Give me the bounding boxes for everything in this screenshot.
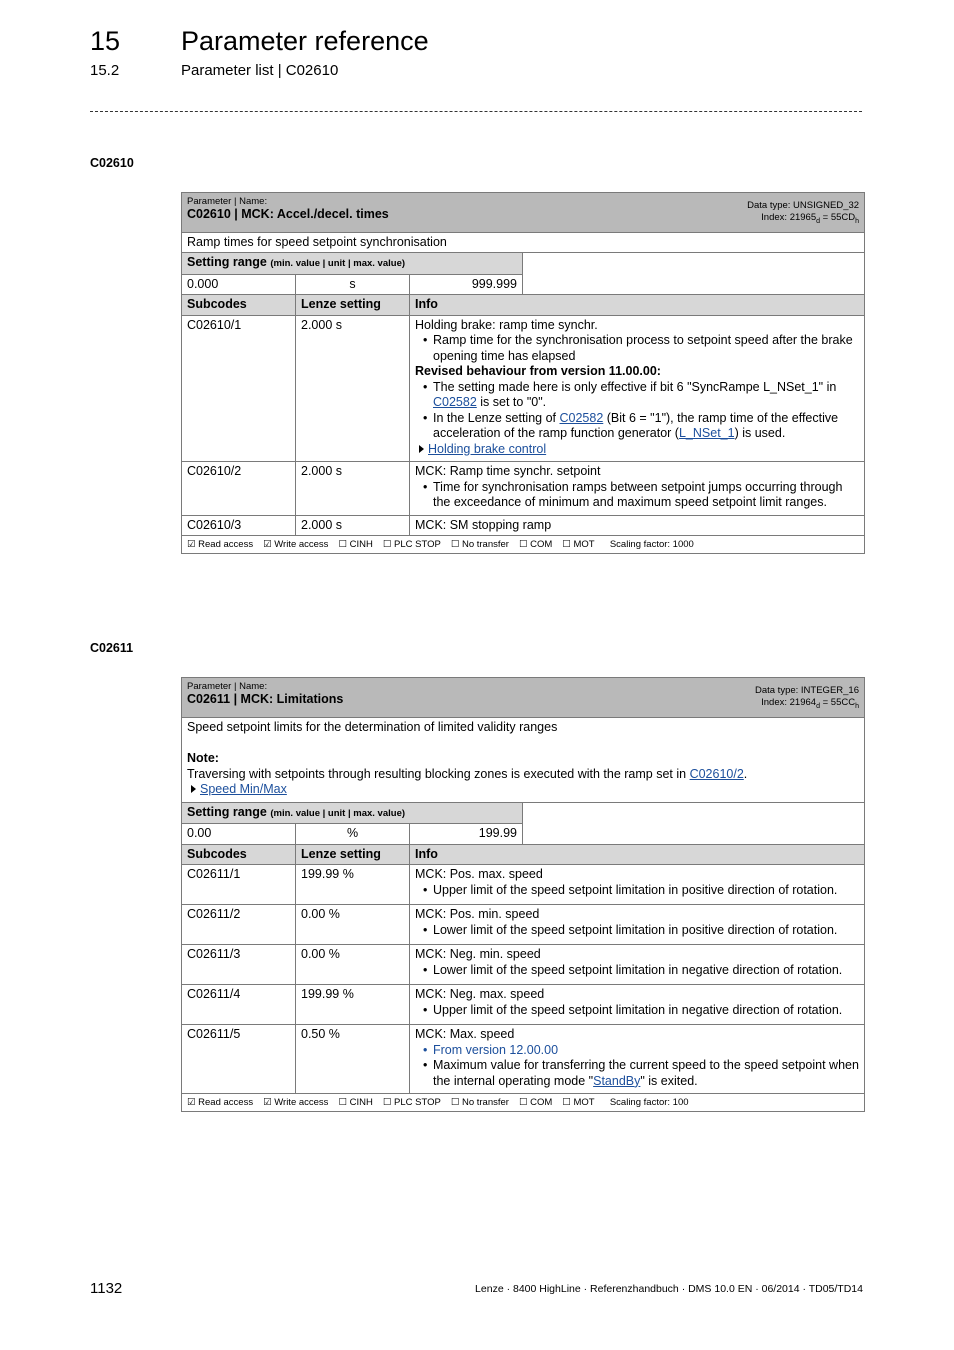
info-title: MCK: Max. speed xyxy=(415,1027,515,1042)
subcode: C02611/3 xyxy=(182,945,296,985)
link-l-nset-1[interactable]: L_NSet_1 xyxy=(678,426,735,441)
col-lenze-setting: Lenze setting xyxy=(296,844,410,865)
subcode: C02611/4 xyxy=(182,985,296,1025)
page-number: 1132 xyxy=(90,1280,123,1297)
note-label: Note: xyxy=(187,751,219,766)
setting-range-header: Setting range (min. value | unit | max. value) xyxy=(182,253,523,275)
param-name: C02611 | MCK: Limitations xyxy=(187,692,344,706)
info-title: MCK: Ramp time synchr. setpoint xyxy=(415,464,601,479)
lenze-setting: 0.00 % xyxy=(296,945,410,985)
col-lenze-setting: Lenze setting xyxy=(296,295,410,316)
param-description: Speed setpoint limits for the determination of limited validity ranges xyxy=(187,719,558,734)
info-title: Holding brake: ramp time synchr. xyxy=(415,317,598,332)
subcode: C02610/3 xyxy=(182,515,296,536)
table-row xyxy=(182,905,865,945)
lenze-setting: 199.99 % xyxy=(296,865,410,905)
info-title: MCK: Neg. min. speed xyxy=(415,947,541,962)
subcode: C02610/1 xyxy=(182,315,296,462)
chapter-title: Parameter reference xyxy=(181,26,429,56)
holding-brake-link[interactable]: Holding brake control xyxy=(415,442,859,458)
lenze-setting: 199.99 % xyxy=(296,985,410,1025)
param-description-block xyxy=(182,717,865,802)
index: Index: $21964_d = 55CC_h$ xyxy=(761,697,859,710)
col-info: Info xyxy=(410,844,865,865)
setting-range-header: Setting range (min. value | unit | max. value) xyxy=(182,802,523,824)
table-row xyxy=(182,985,865,1025)
param-heading-c02610: C02610 xyxy=(90,156,134,170)
param-description: Ramp times for speed setpoint synchronisation xyxy=(182,232,865,253)
link-c02610-2[interactable]: C02610/2 xyxy=(689,766,744,781)
range-unit: s xyxy=(296,274,410,295)
info-bullet: • Lower limit of the speed setpoint limitation in negative direction of rotation. xyxy=(433,963,859,979)
info-cell xyxy=(410,1025,865,1094)
lenze-setting: 2.000 s xyxy=(296,315,410,462)
info-cell xyxy=(410,905,865,945)
subcode: C02611/2 xyxy=(182,905,296,945)
access-flags: ☑ Read access ☑ Write access ☐ CINH ☐ PLC STOP ☐ No transfer ☐ COM ☐ MOT Scaling factor: 1000 xyxy=(182,536,865,554)
setting-range-blank xyxy=(523,253,865,295)
range-max: 199.99 xyxy=(410,824,523,845)
access-flags: ☑ Read access ☑ Write access ☐ CINH ☐ PLC STOP ☐ No transfer ☐ COM ☐ MOT Scaling factor: 100 xyxy=(182,1094,865,1112)
version-bullet: • From version 12.00.00 xyxy=(433,1043,859,1059)
range-unit: % xyxy=(296,824,410,845)
table-row xyxy=(182,315,865,462)
info-bullet: • Lower limit of the speed setpoint limitation in positive direction of rotation. xyxy=(433,923,859,939)
info-cell xyxy=(410,462,865,516)
col-subcodes: Subcodes xyxy=(182,844,296,865)
info-bullet: • Time for synchronisation ramps between setpoint jumps occurring through the exceedance of minimum and maximum speed setpoint limit ranges. xyxy=(433,480,859,511)
link-c02582[interactable]: C02582 xyxy=(559,410,604,425)
info-bullet: • Upper limit of the speed setpoint limitation in negative direction of rotation. xyxy=(433,1003,859,1019)
info-cell xyxy=(410,945,865,985)
table-row xyxy=(182,462,865,516)
info-title: MCK: SM stopping ramp xyxy=(410,515,865,536)
revised-heading: Revised behaviour from version 11.00.00: xyxy=(415,364,661,379)
subcode: C02611/1 xyxy=(182,865,296,905)
chapter-number: 15 xyxy=(90,26,121,56)
data-type-box xyxy=(755,685,859,713)
info-bullet: • Upper limit of the speed setpoint limitation in positive direction of rotation. xyxy=(433,883,859,899)
info-bullet: • Ramp time for the synchronisation process to setpoint speed after the brake opening time has elapsed xyxy=(433,333,859,364)
info-title: MCK: Pos. min. speed xyxy=(415,907,540,922)
link-c02582[interactable]: C02582 xyxy=(433,395,477,410)
triangle-right-icon xyxy=(419,445,424,453)
doc-info: Lenze · 8400 HighLine · Referenzhandbuch · DMS 10.0 EN · 06/2014 · TD05/TD14 xyxy=(475,1283,863,1295)
param-name: C02610 | MCK: Accel./decel. times xyxy=(187,207,389,221)
link-standby[interactable]: StandBy xyxy=(593,1073,641,1088)
info-bullet: • Maximum value for transferring the current speed to the speed setpoint when the internal operating mode "StandBy" is exited. xyxy=(433,1058,859,1089)
index: Index: $21965_d = 55CD_h$ xyxy=(761,212,860,225)
info-cell xyxy=(410,315,865,462)
triangle-right-icon xyxy=(191,785,196,793)
lenze-setting: 0.00 % xyxy=(296,905,410,945)
scaling-factor: Scaling factor: 100 xyxy=(609,1097,689,1109)
range-max: 999.999 xyxy=(410,274,523,295)
param-heading-c02611: C02611 xyxy=(90,641,134,655)
table-row xyxy=(182,945,865,985)
lenze-setting: 0.50 % xyxy=(296,1025,410,1094)
param-header xyxy=(182,678,865,718)
scaling-factor: Scaling factor: 1000 xyxy=(609,539,694,551)
param-name-label: Parameter | Name: xyxy=(187,196,268,207)
range-min: 0.00 xyxy=(182,824,296,845)
info-title: MCK: Neg. max. speed xyxy=(415,987,545,1002)
section-number: 15.2 xyxy=(90,62,120,79)
subcode: C02611/5 xyxy=(182,1025,296,1094)
table-row xyxy=(182,865,865,905)
section-title: Parameter list | C02610 xyxy=(181,62,339,79)
table-row xyxy=(182,515,865,536)
data-type: Data type: INTEGER_16 xyxy=(754,685,859,696)
header-divider xyxy=(90,111,862,112)
param-name-label: Parameter | Name: xyxy=(187,681,268,692)
info-cell xyxy=(410,865,865,905)
info-bullet: • In the Lenze setting of C02582 (Bit 6 = "1"), the ramp time of the effective acceleration of the ramp function generator (L_NSet_1) is used. xyxy=(433,411,859,442)
info-cell xyxy=(410,985,865,1025)
info-title: MCK: Pos. max. speed xyxy=(415,867,543,882)
param-table-c02610 xyxy=(181,192,865,554)
note-text: Traversing with setpoints through resulting blocking zones is executed with the ramp set in C02610/2. xyxy=(187,766,748,781)
lenze-setting: 2.000 s xyxy=(296,515,410,536)
info-bullet: • The setting made here is only effective if bit 6 "SyncRampe L_NSet_1" in C02582 is set to "0". xyxy=(433,380,859,411)
table-row xyxy=(182,1025,865,1094)
range-min: 0.000 xyxy=(182,274,296,295)
data-type-box xyxy=(747,200,859,228)
subcode: C02610/2 xyxy=(182,462,296,516)
param-header xyxy=(182,193,865,233)
setting-range-blank xyxy=(523,802,865,844)
col-info: Info xyxy=(410,295,865,316)
speed-min-max-link[interactable]: Speed Min/Max xyxy=(187,782,859,798)
lenze-setting: 2.000 s xyxy=(296,462,410,516)
param-table-c02611 xyxy=(181,677,865,1112)
col-subcodes: Subcodes xyxy=(182,295,296,316)
data-type: Data type: UNSIGNED_32 xyxy=(747,200,860,211)
